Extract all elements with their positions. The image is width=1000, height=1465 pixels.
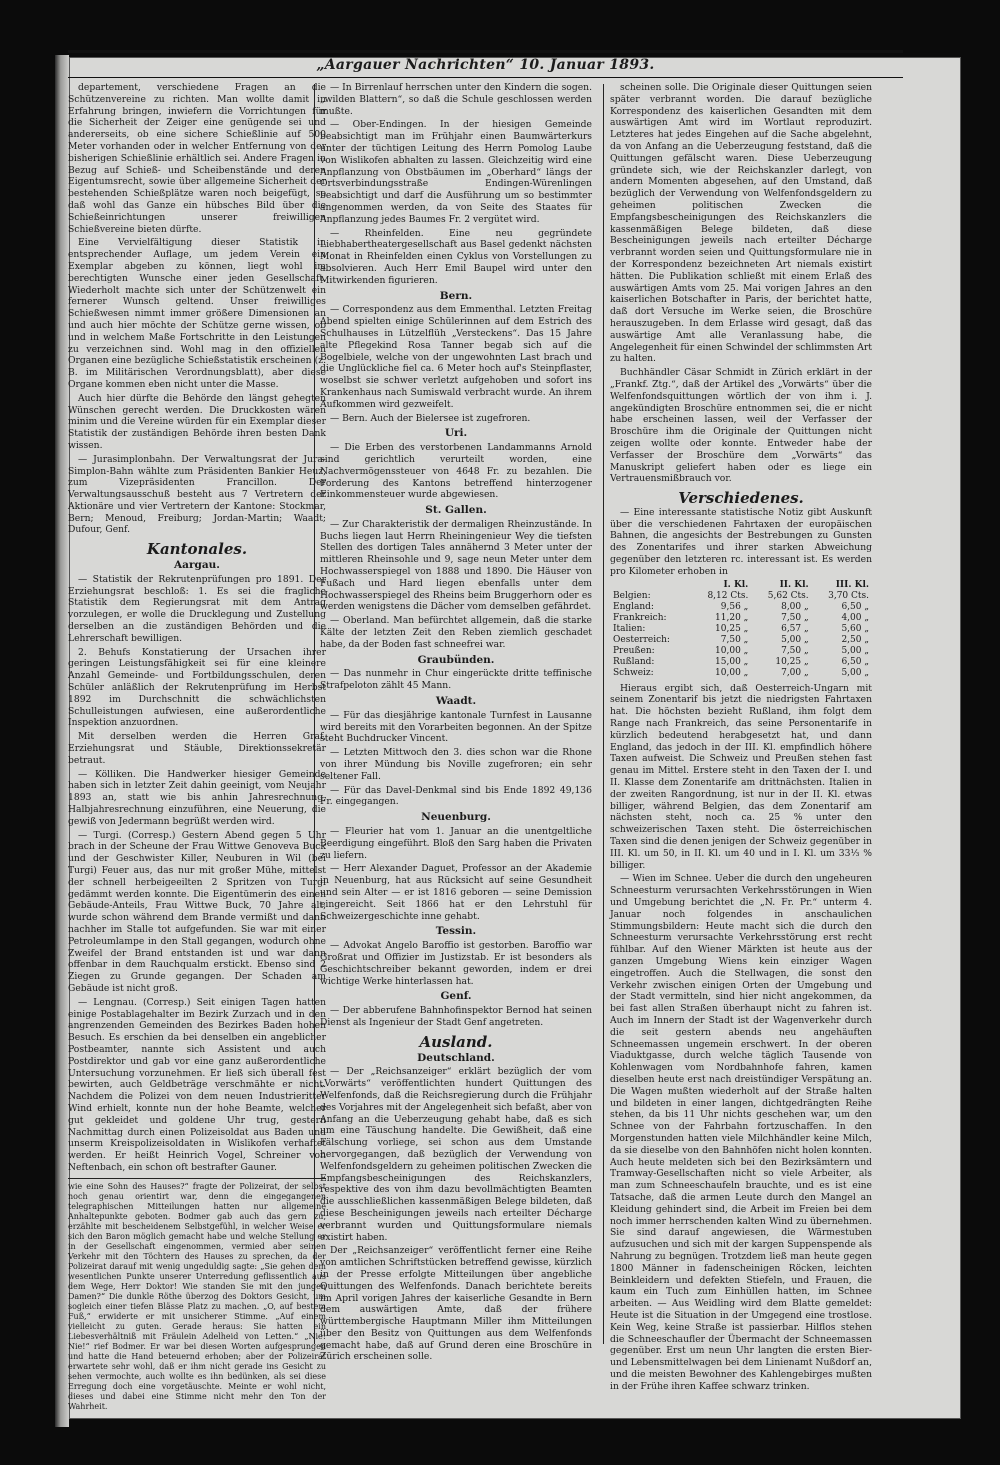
subsection-heading: Genf. — [440, 990, 472, 1003]
paragraph: — Herr Alexander Daguet, Professor an der Akademie in Neuenburg, hat aus Rücksicht auf seine Gesundheit und sein Alter — er ist 1816 geboren — seine Demission eingereicht. Seit 1866 hat er den Lehrstuhl für Schweizergeschichte inne gehabt. — [320, 863, 592, 922]
paragraph: Mit derselben werden die Herren Graf, Erziehungsrat und Stäuble, Direktionssekretär betraut. — [68, 731, 326, 766]
paragraph: — Turgi. (Corresp.) Gestern Abend gegen 5 Uhr brach in der Scheune der Frau Wittwe Genoveva Buck und der Geschwister Killer, Neuburen in Wil (bei Turgi) Feuer aus, das nur mit großer Mühe, mittelst der schnell herbeigeeilten 2 Spritzen von Turgi gedämmt werden konnte. Die Eigentümerin des einen Gebäude-Anteils, Frau Wittwe Buck, 70 Jahre alt, wurde schon während dem Brande vermißt und dann nachher im Stalle tot aufgefunden. Sie war mit einer Petroleumlampe in den Stall gegangen, wodurch ohne Zweifel der Brand entstanden ist und war dann offenbar in dem Rauchqualm erstickt. Ebenso sind 2 Ziegen zu Grunde gegangen. Der Schaden am Gebäude ist nicht groß. — [68, 829, 326, 994]
table-cell: 10,00 „ — [715, 667, 749, 678]
paragraph: — Rheinfelden. Eine neu gegründete Liebhabertheatergesellschaft aus Basel gedenkt nächsten Monat in Rheinfelden einen Cyklus von Vorstellungen zu absolvieren. Auch Herr Emil Baupel wird unter den Mitwirkenden figurieren. — [320, 227, 592, 286]
table-cell: 9,56 „ — [720, 601, 749, 612]
table-header-cell: I. Kl. — [723, 579, 749, 590]
table-cell: 2,50 „ — [841, 634, 869, 645]
table-cell: 5,60 „ — [841, 623, 869, 634]
table-row — [610, 591, 872, 602]
paragraph: — Zur Charakteristik der dermaligen Rheinzustände. In Buchs liegen laut Herrn Rheiningenieur Wey die tiefsten Stellen des dortigen Tales annähernd 3 Meter unter der mittleren Rheinsohle und 9, sage neun Meter unter dem Hochwasserspiegel von 1888 und 1890. Die Häuser von Fußach und Hard liegen ebenfalls unter dem Hochwasserspiegel des Rheins beim Bruggerhorn oder es werden wenigstens die Dächer vom demselben gefährdet. — [320, 518, 592, 613]
table-cell: 8,12 Cts. — [707, 590, 749, 601]
table-cell: 7,50 „ — [781, 612, 809, 623]
table-cell: 7,50 „ — [720, 634, 749, 645]
paragraph: — Ober-Endingen. In der hiesigen Gemeinde beabsichtigt man im Frühjahr einen Baumwärterkurs unter der tüchtigen Leitung des Herrn Pomolog Laube von Wislikofen abhalten zu lassen. Gleichzeitig wird eine Anpflanzung von Obstbäumen im „Oberhard“ längs der Ortsverbindungsstraße Endingen-Würenlingen beabsichtigt und darf die Ausführung um so bestimmter angenommen werden, da von Seite des Staates für Anpflanzung jedes Baumes Fr. 2 vergütet wird. — [320, 119, 592, 225]
subsection-heading: Deutschland. — [417, 1051, 495, 1064]
masthead: „Aargauer Nachrichten“ 10. Januar 1893. — [68, 50, 903, 78]
paragraph: — Fleurier hat vom 1. Januar an die unentgeltliche Beerdigung eingeführt. Bloß den Sarg haben die Privaten zu liefern. — [320, 826, 592, 861]
paragraph: Buchhändler Cäsar Schmidt in Zürich erklärt in der „Frankf. Ztg.“, daß der Artikel des „Vorwärts“ über die Welfenfondsquittungen wörtlich der von ihm i. J. angekündigten Broschüre entnommen sei, die er nicht habe erscheinen lassen, weil der Verfasser der Broschüre ihm die Originale der Quittungen nicht zeigen wollte oder konnte. Entweder habe der Verfasser der Broschüre dem „Vorwärts“ das Manuskript geliefert haben oder es liege ein Vertrauensmißbrauch vor. — [610, 367, 872, 485]
column-1 — [68, 82, 326, 1412]
paragraph: — Kölliken. Die Handwerker hiesiger Gemeinde haben sich in letzter Zeit dahin geeinigt, vom Neujahr 1893 an, statt wie bis anhin Jahresrechnung, Halbjahresrechnung einzuführen, eine Neuerung, die gewiß von Jedermann begrüßt werden wird. — [68, 768, 326, 827]
column-rule-2 — [603, 84, 604, 1344]
subsection-heading: Uri. — [444, 427, 468, 440]
subsection-heading: Aargau. — [174, 559, 220, 572]
paragraph: scheinen solle. Die Originale dieser Quittungen seien später verbrannt worden. Die darauf bezügliche Korrespondenz des kaiserlichen Gesandten mit dem auswärtigen Amt wird im Wortlaut reproduzirt. Letzteres hat jedes Eingehen auf die Sache abgelehnt, da von Anfang an die Ueberzeugung feststand, daß die Quittungen gefälscht waren. Diese Ueberzeugung gründete sich, wie der Reichskanzler darlegt, von andern Momenten abgesehen, auf den Umstand, daß bezüglich der Verwendung von Welfenfondsgeldern zu geheimen politischen Zwecken die Empfangsbescheinigungen des Reichskanzlers die kassenmäßigen Belege bildeten, daß diese Bescheinigungen jeweils nach erteilter Décharge verbrannt worden seien und Quittungsformulare nie in der Korrespondenz bezeichneten Art niemals existirt hätten. Die Publikation schließt mit einem Erlaß des auswärtigen Amts vom 25. Mai vorigen Jahres an den kaiserlichen Botschafter in Paris, der berichtet hatte, daß dort Versuche im Werke seien, die Broschüre herauszugeben. In dem Erlasse wird gesagt, daß das auswärtige Amt alle Veranlassung habe, die Angelegenheit für einen Schwindel der schlimmsten Art zu halten. — [610, 82, 872, 365]
paragraph: Auch hier dürfte die Behörde den längst gehegten Wünschen gerecht werden. Die Druckkosten wären minim und die Vereine würden für ein Exemplar dieser Statistik der zuständigen Behörde ihren besten Dank wissen. — [68, 392, 326, 451]
subsection-heading: Bern. — [439, 289, 473, 302]
table-row — [610, 657, 872, 668]
paragraph: Hieraus ergibt sich, daß Oesterreich-Ungarn mit seinem Zonentarif bis jetzt die niedrigsten Fahrtaxen hat. Die höchsten bezieht Rußland, ihm folgt dem Range nach Frankreich, das seine Personentarife in kürzlich bedeutend herabgesetzt hat, und dann England, das jedoch in der III. Kl. empfindlich höhere Taxen aufweist. Die Schweiz und Preußen stehen fast genau im Mittel. Erstere steht in den Taxen der I. und II. Klasse dem Zonentarife am drittnächsten. Italien in der zweiten Rangordnung, ist nur in der II. Kl. etwas billiger, während Belgien, das dem Zonentarif am nächsten steht, noch ca. 25 % unter den schweizerischen Taxen steht. Die österreichischen Taxen sind die denen jenigen der Schweiz gegenüber in III. Kl. um 50, in II. Kl. um 40 und in I. Kl. um 33⅓ % billiger. — [610, 682, 872, 871]
paragraph: Eine Vervielfältigung dieser Statistik in entsprechender Auflage, um jedem Verein ein Exemplar abgeben zu können, liegt wohl im berechtigten Wunsche einer jeden Gesellschaft. Wiederholt machte sich unter der Schützenwelt ein fernerer Wunsch geltend. Unser freiwilliges Schießwesen nimmt immer größere Dimensionen an und auch hier möchte der Schütze gerne wissen, ob und in welchem Maße Fortschritte in den Leistungen zu verzeichnen sind. Wohl mag in den offiziellen Organen eine bezügliche Schießstatistik erscheinen (z. B. im Militärischen Verordnungsblatt), aber diese Organe kommen eben nicht unter die Masse. — [68, 237, 326, 390]
table-cell: Preußen: — [613, 645, 655, 656]
table-row — [610, 624, 872, 635]
paragraph: — Correspondenz aus dem Emmenthal. Letzten Freitag Abend spielten einige Schülerinnen auf dem Estrich des Schulhauses in Lützelflüh „Versteckens“. Das 15 Jahre alte Pflegekind Rosa Tanner begab sich auf die Bogelbiele, welche von der ungewohnten Last brach und die Unglückliche fiel ca. 6 Meter hoch auf's Steinpflaster, woselbst sie schwer verletzt aufgehoben und sofort ins Krankenhaus nach Sumiswald verbracht wurde. An ihrem Aufkommen wird gezweifelt. — [320, 304, 592, 410]
table-cell: Belgien: — [613, 590, 651, 601]
page-edge — [55, 55, 69, 1427]
table-cell: England: — [613, 601, 654, 612]
table-header-cell — [610, 580, 691, 591]
table-row — [610, 613, 872, 624]
column-2 — [320, 82, 592, 1365]
paragraph: — Das nunmehr in Chur eingerückte dritte teffinische Strafpeloton zählt 45 Mann. — [320, 668, 592, 692]
table-cell: 5,00 „ — [781, 634, 809, 645]
table-cell: Schweiz: — [613, 667, 654, 678]
paragraph: departement, verschiedene Fragen an die Schützenvereine zu richten. Man wollte damit in Erfahrung bringen, inwiefern die Vorrichtungen für die Sicherheit der Zeiger eine genügende sei und andererseits, ob eine sichere Schießlinie auf 500 Meter vorhanden oder in welcher Entfernung von der bisherigen Schießlinie erhältlich sei. Andere Fragen in Bezug auf Schieß- und Scheibenstände und deren Eigentumsrecht, sowie über allgemeine Sicherheit der bestehenden Schießplätze waren noch beigefügt, so daß wohl das Ganze ein hübsches Bild über die Schießeinrichtungen unserer freiwilligen Schießvereine bieten dürfte. — [68, 82, 326, 235]
paragraph: — In Birrenlauf herrschen unter den Kindern die sogen. „wilden Blattern“, so daß die Schule geschlossen werden mußte. — [320, 82, 592, 117]
paragraph: — Wien im Schnee. Ueber die durch den ungeheuren Schneesturm verursachten Verkehrsstörungen in Wien und Umgebung berichtet die „N. Fr. Pr.“ unterm 4. Januar noch folgendes in anschaulichen Stimmungsbildern: Heute macht sich die durch den Schneesturm verursachte Verkehrsstörung erst recht fühlbar. Auf den Wiener Märkten ist heute aus der ganzen Umgebung Wiens kein einziger Wagen eingetroffen. Auch die Stellwagen, die sonst den Verkehr zwischen einigen Orten der Umgebung und der Stadt vermitteln, sind hier nicht angekommen, da bei fast allen Straßen überhaupt nicht zu fahren ist. Auch im Innern der Stadt ist der Wagenverkehr durch die seit gestern abends neu angehäuften Schneemassen ungemein erschwert. In der oberen Viaduktgasse, durch welche täglich Tausende von Kohlenwagen vom Nordbahnhofe fahren, kamen dieselben heute erst nach dreistündiger Verspätung an. Die Wagen mußten wiederholt auf der Straße halten und bildeten in einer langen, dichtgedrängten Reihe stehen, da bis 11 Uhr nichts geschehen war, um den Schnee von der Fahrbahn fortzuschaffen. In den Morgenstunden hatten viele Milchhändler keine Milch, da sie dieselbe von den Bahnhöfen nicht holen konnten. Auch heute meldeten sich bei den Bezirksämtern und Tramway-Gesellschaften nicht so viele Arbeiter, als man zum Schneeschaufeln brauchte, und es ist eine Tatsache, daß die armen Leute durch den Mangel an Kleidung gehindert sind, die Arbeit im Freien bei dem noch immer herrschenden kalten Wind zu übernehmen. Sie sind darauf angewiesen, die Wärmestuben aufzusuchen und sich mit der kargen Suppenspende als Nahrung zu begnügen. Trotzdem ließ man heute gegen 1800 Männer in fadenscheinigen Röcken, leichten Beinkleidern und defekten Stiefeln, und Frauen, die kaum ein Tuch zum Einhüllen hatten, im Schnee arbeiten. — Aus Weidling wird dem Blatte gemeldet: Heute ist die Situation in der Umgegend eine trostlose. Kein Weg, keine Straße ist passierbar. Hilflos stehen die Schneeschaufler der Übermacht der Schneemassen gegenüber. Erst um neun Uhr langten die ersten Bier- und Lebensmittelwagen bei dem Linienamt Nußdorf an, und die meisten Bewohner des Kahlengebirges mußten in der Frühe ihren Kaffee schwarz trinken. — [610, 873, 872, 1392]
paragraph: — Lengnau. (Corresp.) Seit einigen Tagen hatten einige Postablagehalter im Bezirk Zurzach und in den angrenzenden Gemeinden des Bezirkes Baden hohen Besuch. Es erschien da bei denselben ein angeblicher Postbeamter, nannte sich Assistent und auch Postdirektor und gab vor eine ganz außerordentliche Untersuchung vorzunehmen. Er ließ sich überall fest bewirten, auch Geldbeträge verschmähte er nicht. Nachdem die Polizei von dem neuen Industrieritter Wind erhielt, konnte nun der hohe Beamte, welcher gut gekleidet und goldene Uhr trug, gestern Nachmittag durch einen Polizeisoldat aus Baden und unserm Kreispolizeisoldaten in Wislikofen verhaftet werden. Er heißt Heinrich Vogel, Schreiner von Neftenbach, ein schon oft bestrafter Gauner. — [68, 996, 326, 1173]
paragraph: — Für das Davel-Denkmal sind bis Ende 1892 49,136 Fr. eingegangen. — [320, 784, 592, 808]
table-cell: 7,00 „ — [781, 667, 809, 678]
table-cell: 10,25 „ — [775, 656, 809, 667]
table-cell: 5,62 Cts. — [767, 590, 809, 601]
table-row — [610, 646, 872, 657]
subsection-heading: St. Gallen. — [425, 504, 487, 517]
paragraph: Der „Reichsanzeiger“ veröffentlicht ferner eine Reihe von amtlichen Schriftstücken betreffend gewisse, kürzlich in der Presse erfolgte Mitteilungen über angebliche Quittungen des Welfenfonds. Danach berichtete bereits im April vorigen Jahres der kaiserliche Gesandte in Bern dem auswärtigen Amte, daß der frühere württembergische Hauptmann Miller ihm Mitteilungen über den Besitz von Quittungen aus dem Welfenfonds gemacht habe, daß auf Grund deren eine Broschüre in Zürich erscheinen solle. — [320, 1245, 592, 1363]
subsection-heading: Graubünden. — [417, 653, 495, 666]
table-cell: 10,00 „ — [715, 645, 749, 656]
paragraph: — Für das diesjährige kantonale Turnfest in Lausanne wird bereits mit den Vorarbeiten begonnen. An der Spitze steht Buchdrucker Vincent. — [320, 709, 592, 745]
table-cell: 6,57 „ — [781, 623, 809, 634]
table-header-cell: III. Kl. — [835, 579, 869, 590]
paragraph: — Die Erben des verstorbenen Landammanns Arnold sind gerichtlich verurteilt worden, eine Nachvermögenssteuer von 4648 Fr. zu bezahlen. Die Forderung des Kantons betreffend hinterzogener Einkommensteuer wurde abgewiesen. — [320, 442, 592, 501]
paragraph: — Statistik der Rekrutenprüfungen pro 1891. Der Erziehungsrat beschloß: 1. Es sei die fragliche Statistik dem Regierungsrat mit dem Antrag vorzulegen, er wolle die Drucklegung und Zustellung derselben an die zuständigen Behörden und die Lehrerschaft bewilligen. — [68, 573, 326, 644]
feuilleton-footer: wie eine Sohn des Hauses?“ fragte der Polizeirat, der selbst noch genau orientirt war, denn die eingegangenen telegraphischen Mitteilungen hatten nur allgemeine Anhaltepunkte geboten. Bodmer gab auch das gern zu, erzählte mit bescheidenem Selbstgefühl, in welcher Weise er sich den Baron möglich gemacht habe und welche Stellung er in der Gesellschaft eingenommen, vermied aber seinen Verkehr mit den Töchtern des Hauses zu sprechen, da der Polizeirat darauf mit wenig ungeduldig sagte: „Sie gehen dem wesentlichen Punkte unserer Unterredung geflissentlich aus dem Wege, Herr Doktor! Wie standen Sie mit den jungen Damen?“ Die dunkle Röthe überzog des Doktors Gesicht, um sogleich einer tiefen Blässe Platz zu machen. „O, auf bestem Fuß,“ erwiderte er mit unsicherer Stimme. „Auf einem vielleicht zu guten. Gerade heraus: Sie hatten ein Liebesverhältniß mit Fräulein Adelheid von Letten.“ „Nie! Nie!“ rief Bodmer. Er war bei diesen Worten aufgesprungen und hatte die Hand beteuernd erhoben; aber der Polizeirat erwartete sehr wohl, daß er ihm nicht gerade ins Gesicht zu sehen vermochte, auch wollte es ihn bedünken, als sei diese Erregung doch eine vorgetäuschte. Meinte er wohl nicht, dieses und dabei eine Stimme nicht mehr den Ton der Wahrheit. — [68, 1178, 326, 1412]
paragraph: — Bern. Auch der Bielersee ist zugefroren. — [330, 412, 531, 424]
subsection-heading: Neuenburg. — [421, 811, 491, 824]
table-cell: 10,25 „ — [715, 623, 749, 634]
table-cell: 8,00 „ — [781, 601, 809, 612]
column-3 — [610, 82, 872, 1394]
paragraph: — Jurasimplonbahn. Der Verwaltungsrat der Jura-Simplon-Bahn wählte zum Präsidenten Bankier Heuz, zum Vizepräsidenten Francillon. Der Verwaltungsausschuß besteht aus 7 Vertretern der Aktionäre und vier Vertretern der Kantone: Stockmar, Bern; Menoud, Freiburg; Jordan-Martin; Waadt; Dufour, Genf. — [68, 453, 326, 536]
table-cell: Rußland: — [613, 656, 655, 667]
paragraph: — Der „Reichsanzeiger“ erklärt bezüglich der vom „Vorwärts“ veröffentlichten hundert Quittungen des Welfenfonds, daß die Reichsregierung durch die Frühjahr des Vorjahres mit der Angelegenheit sich befaßt, aber von Anfang an die Ueberzeugung gehabt habe, daß es sich um eine Täuschung handelte. Die Gewißheit, daß eine Fälschung vorliege, sei schon aus dem Umstande hervorgegangen, daß bezüglich der Verwendung von Welfenfondsgeldern zu geheimen politischen Zwecken die Empfangsbescheinigungen des Reichskanzlers, respektive des von ihm dazu bevollmächtigten Beamten die ausschließlichen kassenmäßigen Belege bildeten, daß diese Bescheinigungen jeweils nach erteilter Décharge verbrannt wurden und Quittungsformulare niemals existirt haben. — [320, 1066, 592, 1243]
subsection-heading: Waadt. — [435, 695, 477, 708]
table-row — [610, 635, 872, 646]
section-heading: Ausland. — [419, 1032, 493, 1051]
table-cell: Frankreich: — [613, 612, 667, 623]
table-cell: 3,70 Cts. — [828, 590, 869, 601]
table-cell: 4,00 „ — [841, 612, 869, 623]
table-row — [610, 668, 872, 679]
paragraph: — Der abberufene Bahnhofinspektor Bernod hat seinen Dienst als Ingenieur der Stadt Genf angetreten. — [320, 1005, 592, 1028]
fare-table-header — [610, 580, 872, 591]
table-cell: 11,20 „ — [715, 612, 749, 623]
paragraph: 2. Behufs Konstatierung der Ursachen ihrer geringen Leistungsfähigkeit sei für eine kleinere Anzahl Gemeinde- und Fortbildungsschulen, deren Schüler anläßlich der Rekrutenprüfung im Herbst 1892 im Durchschnitt die schwächlichsten Schulleistungen aufwiesen, eine außerordentliche Inspektion anzuordnen. — [68, 646, 326, 729]
table-cell: 6,50 „ — [841, 656, 869, 667]
table-cell: 15,00 „ — [715, 656, 749, 667]
table-cell: 7,50 „ — [781, 645, 809, 656]
section-heading: Kantonales. — [146, 540, 248, 559]
table-cell: Oesterreich: — [613, 634, 670, 645]
table-cell: 5,00 „ — [841, 667, 869, 678]
paragraph: — Letzten Mittwoch den 3. dies schon war die Rhone von ihrer Mündung bis Noville zugefroren; ein sehr seltener Fall. — [320, 747, 592, 782]
section-heading: Verschiedenes. — [678, 489, 804, 508]
paragraph: — Advokat Angelo Baroffio ist gestorben. Baroffio war Großrat und Offizier im Justizstab. Er ist besonders als Geschichtschreiber bekannt geworden, indem er drei wichtige Werke hinterlassen hat. — [320, 940, 592, 987]
subsection-heading: Tessin. — [435, 925, 477, 938]
table-row — [610, 602, 872, 613]
fare-table — [610, 580, 872, 679]
table-header-cell: II. Kl. — [779, 579, 809, 590]
table-cell: Italien: — [613, 623, 646, 634]
paragraph: — Oberland. Man befürchtet allgemein, daß die starke Kälte der letzten Zeit den Reben ziemlich geschadet habe, da der Boden fast schneefrei war. — [320, 615, 592, 650]
paragraph: — Eine interessante statistische Notiz gibt Auskunft über die verschiedenen Fahrtaxen der europäischen Bahnen, die angesichts der Bestrebungen zu Gunsten des Zonentarifes und ihrer starken Abweichung gegenüber den letzteren rc. interessant ist. Es werden pro Kilometer erhoben in — [610, 506, 872, 577]
table-cell: 5,00 „ — [841, 645, 869, 656]
table-cell: 6,50 „ — [841, 601, 869, 612]
